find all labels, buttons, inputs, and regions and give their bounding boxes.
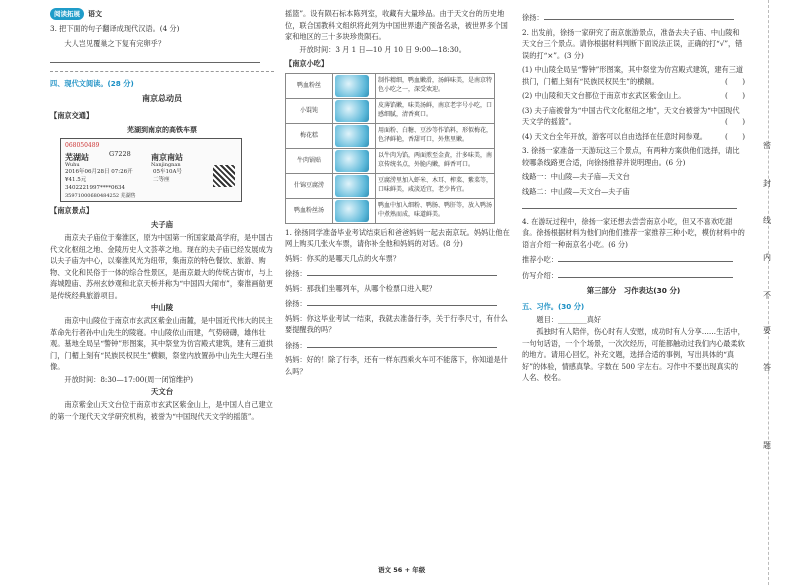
snack-name: 牛肉锅贴 [286,148,333,173]
scenic-3-title: 天文台 [150,387,174,397]
dialog-label: 徐扬： [285,299,307,309]
dialog-mom-1: 妈妈：你买的是哪天几点的火车票？ [285,253,401,263]
scenic-3-continued: 摇篮”。设有陨石标本陈列室，收藏有大量珍品。由于天文台的历史地位，联合国教科文组织将此列为中国世界遗产预备名录，被世界多个国家和地区的三十多块珍贵陨石。 [285,9,508,42]
dialog-xuyang-4[interactable] [522,11,745,24]
ticket-id: 3402221997****0634 [65,184,125,191]
dialog-xuyang-1[interactable] [285,267,511,280]
answer-line[interactable] [307,267,497,276]
binding-char: 内 [763,253,771,262]
binding-char: 密 [763,141,771,150]
binding-char: 线 [763,216,771,225]
scenic-2-title: 中山陵 [150,303,174,313]
section-5-title: 五、习作。(30 分) [522,302,585,312]
q2-item-3: (3) 夫子庙被誉为“中国古代文化枢纽之地”，天文台被誉为“中国现代天文学的摇篮”。 ( ) [522,105,745,127]
snack-row [286,73,495,98]
scenic-2-text: 南京中山陵位于南京市玄武区紫金山南麓，是中国近代伟大的民主革命先行者孙中山先生的陵寝。中山陵依山而建，气势磅礴，雄伟壮观。墓地全局呈“警钟”形图案，其中祭堂为仿宫殿式建筑，建有三道拱门，门楣上刻有“民族民权民生”横额，祭堂内放置孙中山先生大理石坐像。 [50,316,273,372]
snack-desc: 用面粉、白糖、豆沙等作馅料，形似梅花，色泽鲜艳，香甜可口，外焦里嫩。 [376,123,495,148]
scenic-3-open: 开放时间：3 月 1 日—10 月 10 日 9:00—18:30。 [299,44,466,54]
question-3b: 3. 徐扬一家准备一天游玩这三个景点，有两种方案供他们选择，请比较哪条线路更合适，向徐扬推荐并说明理由。(6 分) [522,146,740,167]
snack-image-icon [335,175,369,197]
q2-item-1: (1) 中山陵全局呈“警钟”形图案，其中祭堂为仿宫殿式建筑，建有三道拱门，门楣上刻有“民族民权民生”的横额。 ( ) [522,65,745,86]
dialog-label: 徐扬： [285,269,307,279]
imitate-line[interactable]: 仿写介绍： [522,269,745,282]
snack-photo [333,148,376,173]
answer-paren[interactable]: ( ) [725,76,745,86]
q2-item-2: (2) 中山陵和天文台都位于南京市玄武区紫金山上。 ( ) [522,91,745,101]
essay-topic: 题目：________真好 [536,314,602,324]
column-right [522,8,745,385]
snack-photo [333,98,376,123]
answer-line[interactable] [558,269,733,278]
snack-image-icon [335,125,369,147]
answer-line[interactable] [558,253,733,262]
question-4: 4. 在游玩过程中，徐扬一家还想去尝尝南京小吃，但又不喜欢吃甜食。徐扬根据材料为他们向他们推荐一家推荐三种小吃，模仿材料中的语言介绍一种南京名小吃。(6 分) [522,216,745,249]
snack-tag: 【南京小吃】 [285,59,329,69]
snack-name: 鸭血粉丝汤 [286,198,333,223]
snack-image-icon [335,150,369,172]
ticket-train: G7228 [109,149,131,158]
ticket-number: 068050489 [65,141,100,149]
dialog-mom-2: 妈妈：那我们坐哪列车，从哪个检票口进入呢？ [285,283,436,293]
divider [50,71,274,72]
traffic-tag: 【南京交通】 [50,111,94,121]
snack-image-icon [335,100,369,122]
q2-item-4: (4) 天文台全年开放，游客可以自由选择在任意时间参观。 ( ) [522,131,745,141]
snack-row [286,123,495,148]
answer-paren[interactable]: ( ) [725,91,745,101]
question-3-text: 大人岂见覆巢之下复有完卵乎？ [64,38,166,48]
ticket-date: 2016年06月28日 07:26开 [65,168,133,175]
dialog-xuyang-2[interactable] [285,297,511,310]
scenic-3-text: 南京紫金山天文台位于南京市玄武区紫金山上，是中国人自己建立的第一个现代天文学研究机构，被誉为“中国现代天文学的摇篮”。 [50,400,273,421]
answer-paren[interactable]: ( ) [725,131,745,141]
binding-char: 答 [763,363,771,372]
brand-logo: 阅读拓展 [50,8,84,20]
binding-char: 要 [763,326,771,335]
ticket-seat: 05车10A号 [153,168,182,175]
snack-photo [333,73,376,98]
snack-desc: 鸭血中加入细粉、鸭肠、鸭肝等，放入鸭汤中煮熟而成，味道鲜美。 [376,198,495,223]
ticket-class: 二等座 [153,176,170,183]
scenic-2-open: 开放时间：8:30—17:00(周一闭馆维护) [64,374,194,384]
snack-name: 什锦豆腐涝 [286,173,333,198]
binding-char: 封 [763,179,771,188]
binding-char: 不 [763,291,771,300]
section-4-title: 四、现代文阅读。(28 分) [50,78,134,88]
header [50,8,274,20]
answer-line[interactable] [307,339,497,348]
snack-name: 小馄饨 [286,98,333,123]
binding-char: 题 [763,441,771,450]
scenic-1-text: 南京夫子庙位于秦淮区，原为中国第一所国家最高学府，是中国古代文化枢纽之地、金陵历史人文荟萃之地。现在的夫子庙已经发展成为以夫子庙为中心，以秦淮风光为纽带，集南京的特色餐饮、旅游、购物、文化和民俗于一体的综合性景区，是南京最大的传统古街市，与上海城隍庙、苏州玄妙观和北京天桥并称为“中国四大闹市”，秦淮画舫更是传统经典旅游项目。 [50,233,273,300]
answer-line[interactable] [544,11,734,20]
snack-row [286,98,495,123]
train-ticket [60,138,242,202]
ticket-serial: 35971000680484252 芜湖售 [65,192,136,199]
snack-name: 鸭血粉丝 [286,73,333,98]
qr-code-icon [213,165,235,187]
snack-row [286,148,495,173]
recommend-line[interactable]: 推荐小吃： [522,253,745,266]
snack-image-icon [335,200,369,222]
dialog-mom-4: 妈妈：好的！除了行李，还有一样东西乘火车可不能落下，你知道是什么吗？ [285,355,508,376]
essay-prompt: 孤独时有人陪伴，伤心时有人安慰，成功时有人分享……生活中，一句句话语，一个个场景，一次次经历，可能都触动过我们内心最柔软的地方。请用心回忆，补充文题，选择合适的事例，写出具体的“真好”的体验，情感真挚。字数在 500 字左右。习作中不要出现真实的人名、校名。 [522,327,745,383]
snack-photo [333,123,376,148]
snack-name: 梅花糕 [286,123,333,148]
ticket-from-pinyin: Wuhu [65,161,80,168]
subject-label: 语文 [88,9,102,18]
scenic-1-title: 夫子庙 [150,220,174,230]
article-title: 南京总动员 [142,94,182,104]
snack-desc: 皮薄馅嫩，味美汤鲜，南京老字号小吃，口感细腻，清香爽口。 [376,98,495,123]
question-2: 2. 出发前，徐扬一家研究了南京旅游景点，准备去夫子庙、中山陵和天文台三个景点。请你根据材料判断下面说法正误，正确的打“√”，错误的打“×”。(3 分) [522,27,743,60]
ticket-price: ¥41.5元 [65,176,87,183]
snack-desc: 豆腐涝里加入虾米、木耳、榨菜、紫菜等，口味鲜美，咸淡适宜，老少皆宜。 [376,173,495,198]
question-3: 3. 把下面的句子翻译成现代汉语。(4 分) [50,24,180,34]
snack-photo [333,198,376,223]
answer-paren[interactable]: ( ) [725,117,745,127]
snack-image-icon [335,75,369,97]
snack-row [286,198,495,223]
binding-strip [757,0,777,585]
question-1: 1. 徐扬同学准备毕业考试结束后和爸爸妈妈一起去南京玩。妈妈让他在网上购买几张火车票，请你补全他和妈妈的对话。(8 分) [285,227,510,249]
answer-line[interactable] [307,297,497,306]
route-2: 线路二：中山陵—天文台—夫子庙 [522,186,630,196]
dialog-xuyang-3[interactable] [285,339,511,352]
column-left [50,8,274,423]
dialog-label: 徐扬： [522,13,544,22]
snack-desc: 以牛肉为馅，两面煎至金黄，汁多味美，南京传统名点，外脆内嫩，鲜香可口。 [376,148,495,173]
answer-line[interactable] [522,200,737,209]
scenic-tag: 【南京景点】 [50,205,94,215]
ticket-title: 芜湖到南京的高铁车票 [127,125,197,134]
dialog-mom-3: 妈妈：你这毕业考试一结束，我就去准备行李，关于行李尺寸，有什么要提醒我的吗？ [285,313,508,335]
route-1: 线路一：中山陵—夫子庙—天文台 [522,172,630,182]
part-3-title: 第三部分 习作表达(30 分) [586,286,681,296]
answer-line[interactable] [50,54,260,63]
ticket-from: 芜湖站 [65,151,89,162]
page-footer: 语文 56 + 年级 [378,566,426,574]
column-middle [285,8,511,380]
snack-photo [333,173,376,198]
dialog-label: 徐扬： [285,340,307,350]
snack-desc: 制作精细，鸭血嫩滑，汤鲜味美，是南京特色小吃之一，深受欢迎。 [376,73,495,98]
ticket-to-pinyin: Nanjingnan [151,161,181,168]
snack-row [286,173,495,198]
snack-table [285,73,495,224]
ticket-to: 南京南站 [151,151,183,162]
